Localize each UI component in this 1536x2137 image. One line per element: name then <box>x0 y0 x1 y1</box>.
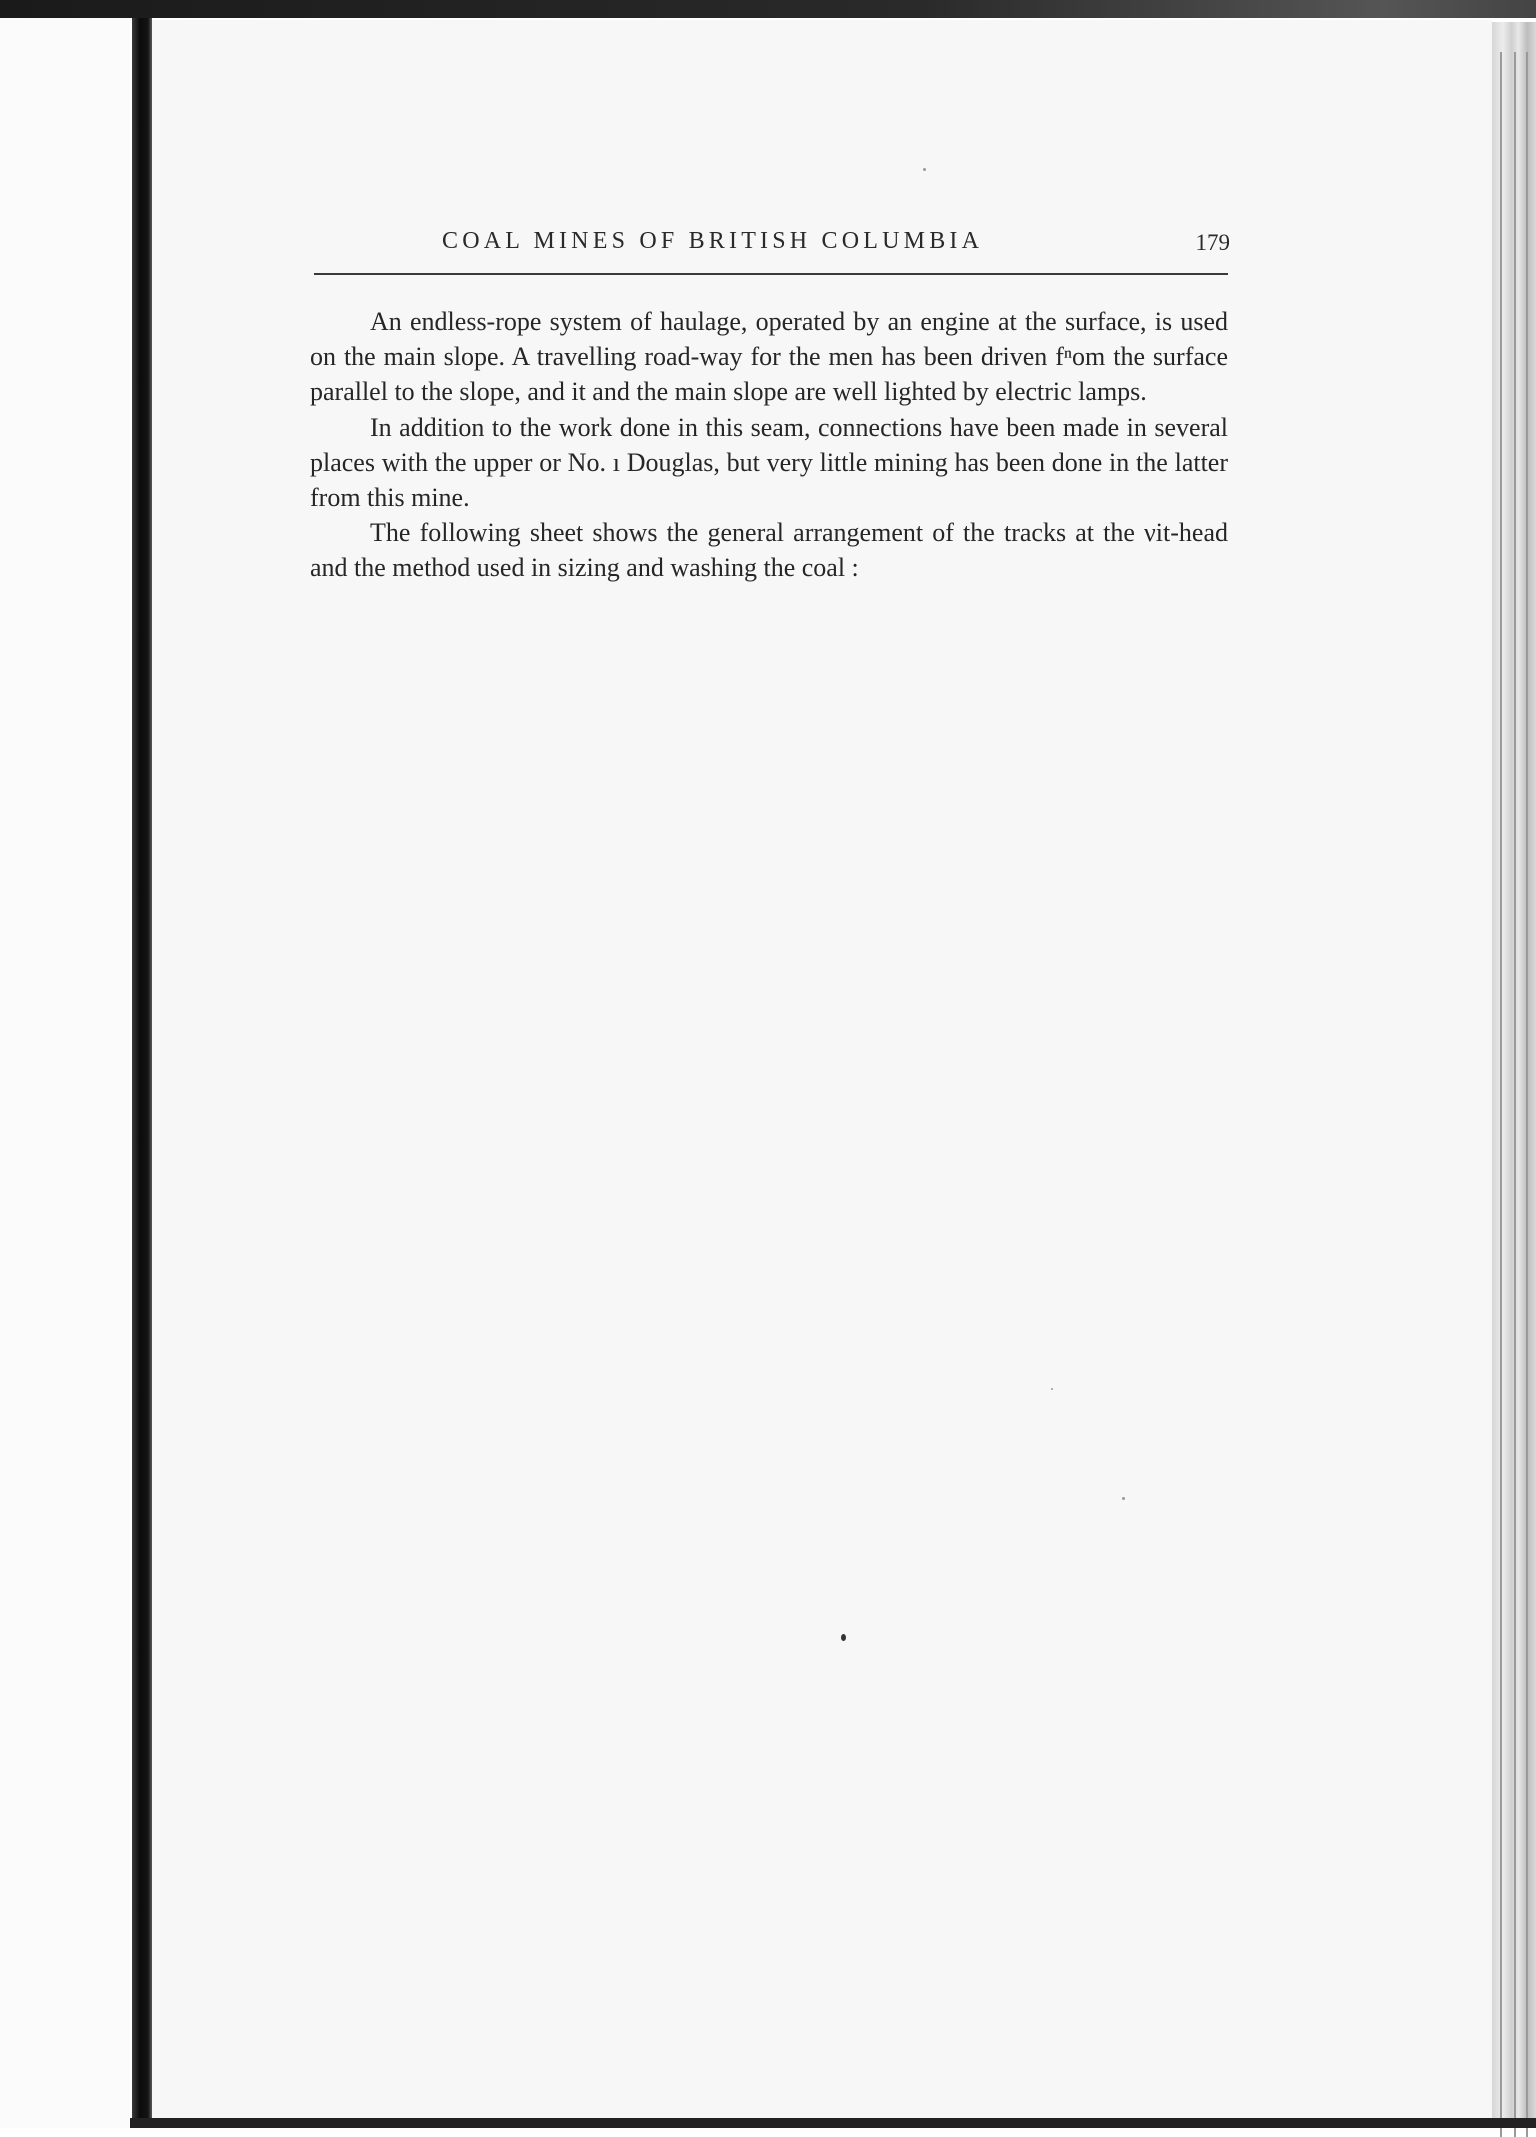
running-head <box>310 228 1230 268</box>
page-stack-edge <box>1492 22 1536 2122</box>
page-edge-line <box>1526 52 1528 2137</box>
running-title: COAL MINES OF BRITISH COLUMBIA <box>442 228 984 254</box>
page-edge-line <box>1514 52 1516 2137</box>
paper-speck <box>1122 1497 1125 1500</box>
paragraph: An endless-rope system of haulage, operated by an engine at the surface, is used on the main slope. A travelling road-way for the men has been driven fⁿom the surface parallel to the slope, and it and the main slope are well lighted by electric lamps. <box>310 307 1228 407</box>
header-rule <box>314 273 1228 275</box>
body-text <box>310 304 1228 586</box>
paragraph: In addition to the work done in this seam, connections have been made in several places with the upper or No. ı Douglas, but very little mining has been done in the latter from this mine. <box>310 412 1228 513</box>
facing-page-blank <box>0 18 130 2128</box>
paper-speck <box>1051 1388 1053 1390</box>
scan-top-border <box>0 0 1536 18</box>
paragraph: The following sheet shows the general arrangement of the tracks at the νit-head and the method used in sizing and washing the coal : <box>310 518 1228 583</box>
paper-speck <box>841 1634 846 1641</box>
scan-bottom-border <box>130 2118 1536 2128</box>
book-gutter <box>132 18 152 2128</box>
paper-speck <box>923 168 926 171</box>
page-edge-line <box>1500 52 1502 2137</box>
page-number: 179 <box>1195 230 1230 255</box>
